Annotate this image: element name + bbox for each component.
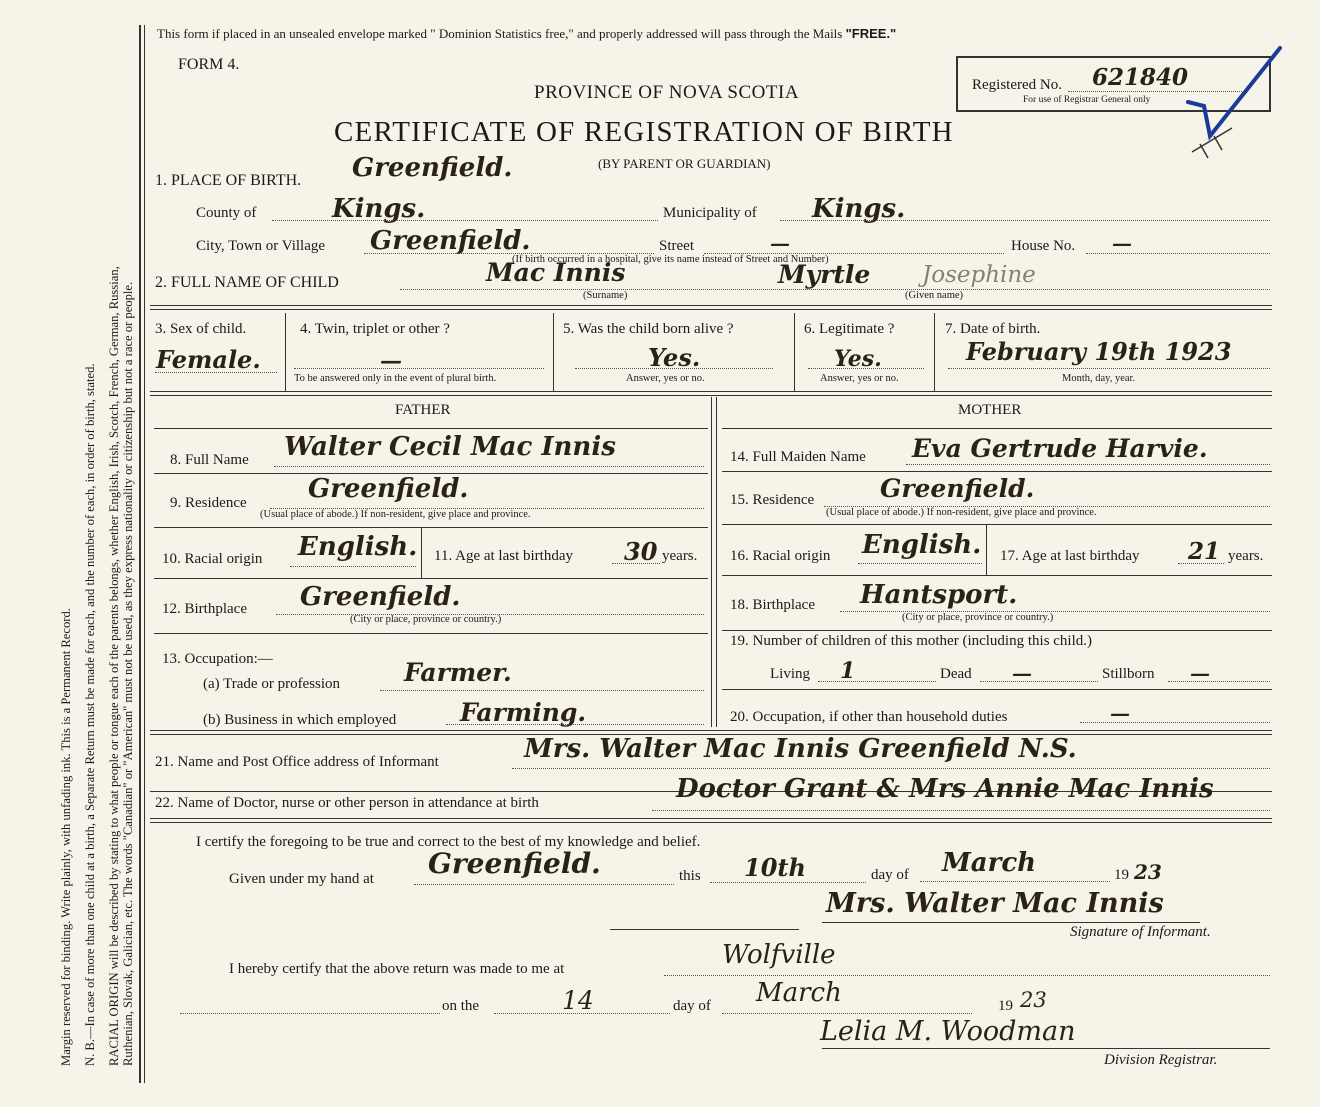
registrar-day-value: 14: [562, 986, 594, 1015]
rule-v-f: [421, 528, 422, 578]
child-name-line: [400, 289, 1270, 290]
informant-value: Mrs. Walter Mac Innis Greenfield N.S.: [524, 734, 1077, 764]
mother-occupation-label: 20. Occupation, if other than household duties: [730, 709, 1008, 725]
father-birthplace-label: 12. Birthplace: [162, 601, 247, 617]
form-number: FORM 4.: [178, 56, 240, 73]
given-label: Given under my hand at: [229, 871, 374, 887]
given-place-value: Greenfield.: [428, 847, 601, 880]
father-residence-value: Greenfield.: [308, 474, 469, 504]
rule-v3: [794, 313, 795, 391]
rule-v4: [934, 313, 935, 391]
margin-note-racial-2: Ruthenian, Slovak, Galician, etc. The words "Canadian" or "American" must not be used, as they express nationality or citizenship but not a race or people.: [121, 281, 135, 1066]
margin-rule-inner: [144, 25, 145, 1083]
registrar-signature-rule: [822, 1048, 1270, 1049]
rule-f2: [154, 527, 708, 528]
mother-age-unit: years.: [1228, 548, 1264, 564]
rule-v2: [553, 313, 554, 391]
father-name-value: Walter Cecil Mac Innis: [284, 432, 616, 462]
father-occupation-label: 13. Occupation:—: [162, 651, 273, 667]
child-given-value: Myrtle: [778, 260, 871, 289]
mother-residence-caption: (Usual place of abode.) If non-resident, give place and province.: [826, 507, 1097, 518]
dob-label: 7. Date of birth.: [945, 321, 1041, 337]
father-birthplace-caption: (City or place, province or country.): [350, 614, 502, 625]
dob-line: [948, 368, 1270, 369]
father-racial-value: English.: [298, 532, 418, 562]
twin-caption: To be answered only in the event of plural birth.: [294, 373, 497, 384]
province-heading: PROVINCE OF NOVA SCOTIA: [534, 82, 800, 103]
page-title: CERTIFICATE OF REGISTRATION OF BIRTH: [334, 116, 954, 148]
mother-racial-value: English.: [862, 530, 982, 560]
trade-value: Farmer.: [404, 658, 512, 687]
rule-m3: [722, 575, 1272, 576]
children-label: 19. Number of children of this mother (including this child.): [730, 633, 1093, 649]
mother-name-line: [906, 464, 1270, 465]
registrar-year-prefix: 19: [998, 998, 1013, 1014]
registrar-note: For use of Registrar General only: [1023, 95, 1151, 105]
child-surname-value: Mac Innis: [486, 258, 626, 287]
margin-note-nb: N. B.—In case of more than one child at a birth, a Separate Return must be made for each, and the number of each, in order of birth, stated.: [83, 363, 97, 1066]
dob-caption: Month, day, year.: [1062, 373, 1136, 384]
given-caption: (Given name): [905, 290, 964, 301]
alive-caption: Answer, yes or no.: [626, 373, 705, 384]
rule-m4: [722, 630, 1272, 631]
twin-label: 4. Twin, triplet or other ?: [300, 321, 450, 337]
father-residence-caption: (Usual place of abode.) If non-resident, give place and province.: [260, 509, 531, 520]
rule-f3: [154, 578, 708, 579]
registrar-place-value: Wolfville: [722, 940, 836, 970]
sex-label: 3. Sex of child.: [155, 321, 247, 337]
father-racial-label: 10. Racial origin: [162, 551, 263, 567]
father-heading: FATHER: [395, 402, 451, 418]
stillborn-label: Stillborn: [1102, 666, 1155, 682]
rule-center: [711, 397, 712, 727]
mother-birthplace-label: 18. Birthplace: [730, 597, 815, 613]
living-label: Living: [770, 666, 810, 682]
rule-5: [150, 818, 1272, 823]
father-name-line: [274, 466, 704, 467]
father-racial-line: [290, 566, 416, 567]
registrar-statement: I hereby certify that the above return was made to me at: [229, 961, 565, 977]
hospital-note: (If birth occurred in a hospital, give its name instead of Street and Number): [512, 254, 829, 265]
doctor-label: 22. Name of Doctor, nurse or other person in attendance at birth: [155, 795, 539, 811]
page-subtitle: (BY PARENT OR GUARDIAN): [598, 156, 771, 171]
legit-line: [808, 368, 924, 369]
registrar-month-line: [722, 1013, 972, 1014]
year-prefix: 19: [1114, 867, 1129, 883]
registrar-month-value: March: [756, 978, 842, 1008]
dead-line: [980, 681, 1098, 682]
municipality-label: Municipality of: [663, 205, 757, 221]
father-age-value: 30: [624, 537, 658, 566]
sex-value: Female.: [156, 345, 261, 374]
on-the-label: on the: [442, 998, 480, 1014]
legit-value: Yes.: [834, 346, 882, 372]
registered-label: Registered No.: [972, 77, 1062, 93]
rule-2: [150, 391, 1272, 396]
signature-caption: Signature of Informant.: [1070, 924, 1211, 940]
given-place-line: [414, 884, 674, 885]
rule-1: [150, 305, 1272, 310]
registrar-lead-line: [180, 1013, 440, 1014]
day-of-label: day of: [871, 867, 909, 883]
twin-line: [294, 368, 544, 369]
mother-occupation-line: [1080, 722, 1270, 723]
signature-rule-left: [610, 929, 799, 930]
this-label: this: [679, 868, 701, 884]
business-label: (b) Business in which employed: [203, 712, 397, 728]
registrar-caption: Division Registrar.: [1104, 1052, 1218, 1068]
stillborn-line: [1168, 681, 1270, 682]
street-label: Street: [659, 238, 694, 254]
rule-m5: [722, 689, 1272, 690]
trade-line: [380, 690, 704, 691]
dead-value: —: [1012, 661, 1032, 685]
month-value: March: [942, 848, 1037, 878]
mother-racial-label: 16. Racial origin: [730, 548, 831, 564]
county-label: County of: [196, 205, 257, 221]
house-label: House No.: [1011, 238, 1076, 254]
legit-label: 6. Legitimate ?: [804, 321, 895, 337]
father-name-label: 8. Full Name: [170, 452, 249, 468]
surname-caption: (Surname): [583, 290, 628, 301]
registered-number: 621840: [1092, 64, 1189, 91]
county-line: [272, 220, 658, 221]
rule-mother-head: [722, 428, 1272, 429]
living-line: [818, 681, 936, 682]
signature-rule: [822, 922, 1200, 923]
mother-birthplace-value: Hantsport.: [860, 580, 1018, 610]
mother-residence-label: 15. Residence: [730, 492, 815, 508]
city-value: Greenfield.: [370, 226, 531, 256]
mother-heading: MOTHER: [958, 402, 1022, 418]
mother-age-label: 17. Age at last birthday: [1000, 548, 1140, 564]
year-value: 23: [1134, 860, 1162, 884]
trade-label: (a) Trade or profession: [203, 676, 341, 692]
postal-note: This form if placed in an unsealed envelope marked " Dominion Statistics free," and properly addressed will pass through the Mails "FREE.": [157, 26, 897, 41]
street-value: —: [770, 231, 790, 255]
rule-center-2: [716, 397, 717, 727]
informant-signature: Mrs. Walter Mac Innis: [826, 888, 1164, 919]
place-of-birth-label: 1. PLACE OF BIRTH.: [155, 172, 302, 189]
registrar-place-line: [664, 975, 1270, 976]
father-birthplace-value: Greenfield.: [300, 582, 461, 612]
day-line: [710, 882, 866, 883]
stillborn-value: —: [1190, 661, 1210, 685]
twin-value: —: [380, 348, 402, 374]
business-value: Farming.: [460, 698, 587, 727]
father-residence-label: 9. Residence: [170, 495, 247, 511]
mother-birthplace-caption: (City or place, province or country.): [902, 612, 1054, 623]
margin-note-racial: RACIAL ORIGIN will be described by stating to what people or tongue each of the parents belongs, whether English, Irish, Scotch, French, German, Russian,: [107, 266, 121, 1066]
doctor-value: Doctor Grant & Mrs Annie Mac Innis: [676, 774, 1214, 804]
father-age-unit: years.: [662, 548, 698, 564]
registrar-day-of-label: day of: [673, 998, 711, 1014]
registrar-signature: Lelia M. Woodman: [820, 1016, 1076, 1047]
county-value: Kings.: [332, 194, 426, 224]
rule-m1: [722, 471, 1272, 472]
margin-rule: [139, 25, 141, 1083]
alive-line: [575, 368, 773, 369]
mother-residence-value: Greenfield.: [880, 474, 1035, 503]
informant-line: [512, 768, 1270, 769]
municipality-value: Kings.: [812, 194, 906, 224]
rule-v1: [285, 313, 286, 391]
rule-father-head: [154, 428, 708, 429]
house-value: —: [1112, 231, 1132, 255]
rule-m2: [722, 524, 1272, 525]
informant-label: 21. Name and Post Office address of Informant: [155, 754, 439, 770]
mother-name-label: 14. Full Maiden Name: [730, 449, 866, 465]
month-line: [920, 881, 1110, 882]
doctor-line: [652, 810, 1270, 811]
rule-f4: [154, 633, 708, 634]
child-given-value-2: Josephine: [922, 262, 1036, 288]
sex-line: [155, 372, 277, 373]
dob-value: February 19th 1923: [966, 337, 1232, 366]
alive-label: 5. Was the child born alive ?: [563, 321, 734, 337]
dead-label: Dead: [940, 666, 972, 682]
mother-racial-line: [858, 563, 982, 564]
father-age-label: 11. Age at last birthday: [434, 548, 573, 564]
rule-v-m: [986, 525, 987, 575]
certify-statement: I certify the foregoing to be true and correct to the best of my knowledge and belief.: [196, 834, 701, 850]
legit-caption: Answer, yes or no.: [820, 373, 899, 384]
margin-note-binding: Margin reserved for binding. Write plainly, with unfading ink. This is a Permanent Record.: [59, 608, 73, 1066]
place-of-birth-value: Greenfield.: [352, 153, 513, 183]
alive-value: Yes.: [648, 343, 701, 372]
registrar-year-value: 23: [1020, 988, 1047, 1012]
mother-occupation-value: —: [1110, 701, 1130, 725]
mother-name-value: Eva Gertrude Harvie.: [912, 434, 1208, 463]
city-label: City, Town or Village: [196, 238, 326, 254]
day-value: 10th: [744, 853, 806, 882]
mother-age-value: 21: [1188, 538, 1221, 565]
child-name-label: 2. FULL NAME OF CHILD: [155, 274, 339, 291]
checkmark-icon: [1180, 40, 1290, 160]
living-value: 1: [840, 658, 856, 684]
